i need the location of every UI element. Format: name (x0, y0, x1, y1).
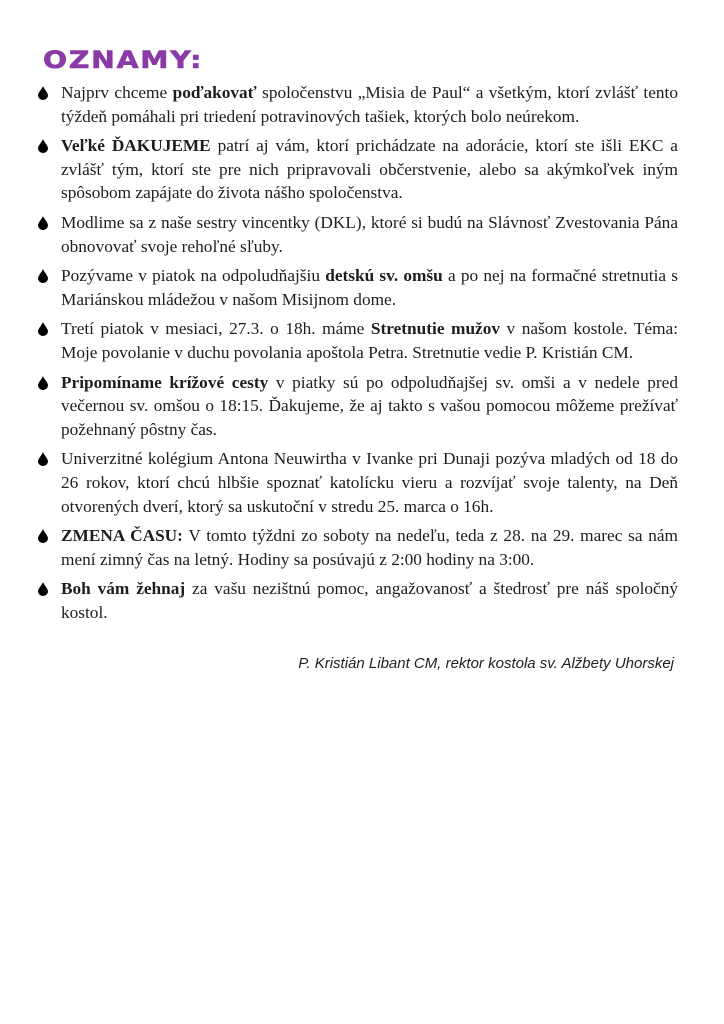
body-text: Univerzitné kolégium Antona Neuwirtha v Ivanke pri Dunaji pozýva mladých od 18 do 26 rokov, ktorí chcú hlbšie spoznať katolícku vieru a rozvíjať svoje talenty, na Deň otvorených dverí, ktorý sa uskutoční v stredu 25. marca o 16h. (61, 449, 678, 516)
body-text: za vašu nezištnú pomoc, angažovanosť a štedrosť pre náš spoločný kostol. (61, 579, 679, 622)
announcement-text (61, 211, 678, 258)
announcement-text (61, 81, 678, 128)
body-text: spoločenstvu „Misia de Paul“ a všetkým, ktorí zvlášť tento týždeň pomáhali pri triedení potravinových tašiek, ktorých bolo neúrekom. (61, 83, 678, 126)
drop-bullet-icon (38, 269, 48, 283)
drop-bullet-icon (38, 86, 48, 100)
body-text: v piatky sú po odpoludňajšej sv. omši a v nedele pred večernou sv. omšou o 18:15. Ďakujeme, že aj takto s vašou pomocou môžeme prežívať požehnaný pôstny čas. (61, 372, 678, 439)
announcement-text (61, 524, 678, 571)
emphasis-text: Stretnutie mužov (370, 319, 501, 339)
announcement-text (61, 317, 678, 364)
announcement-item (38, 447, 678, 518)
announcement-list (38, 81, 678, 630)
body-text: Tretí piatok v mesiaci, 27.3. o 18h. máme (61, 319, 371, 339)
announcement-text (61, 264, 678, 311)
signature: P. Kristián Libant CM, rektor kostola sv. Alžbety Uhorskej (298, 655, 674, 672)
announcement-text (61, 371, 678, 442)
body-text: V tomto týždni zo soboty na nedeľu, teda z 28. na 29. marec sa nám mení zimný čas na letný. Hodiny sa posúvajú z 2:00 hodiny na 3:00. (61, 526, 678, 569)
announcement-item (38, 317, 678, 364)
emphasis-text: Pripomíname krížové cesty (61, 372, 269, 392)
emphasis-text: ZMENA ČASU: (61, 526, 183, 546)
announcement-item (38, 134, 678, 205)
emphasis-text: poďakovať (172, 83, 257, 102)
drop-bullet-icon (38, 452, 48, 466)
drop-bullet-icon (38, 216, 48, 230)
drop-bullet-icon (38, 322, 48, 336)
announcement-item (38, 577, 678, 624)
body-text: patrí aj vám, ktorí prichádzate na adorácie, ktorí ste išli EKC a zvlášť tým, ktorí ste pre nich pripravovali občerstvenie, alebo sa akýmkoľvek iným spôsobom zapájate do života nášho spoločenstva. (61, 136, 678, 203)
drop-bullet-icon (38, 376, 48, 390)
drop-bullet-icon (38, 529, 48, 543)
emphasis-text: Boh vám žehnaj (61, 579, 186, 599)
page-title: OZNAMY: (43, 46, 204, 74)
announcement-item (38, 524, 678, 571)
emphasis-text: Veľké ĎAKUJEME (61, 136, 211, 156)
body-text: a po nej na formačné stretnutia s Mariánskou mládežou v našom Misijnom dome. (61, 266, 678, 309)
announcement-item (38, 211, 678, 258)
body-text: Najprv chceme (61, 83, 173, 102)
announcement-item (38, 264, 678, 311)
emphasis-text: detskú sv. omšu (325, 266, 443, 286)
drop-bullet-icon (38, 582, 48, 596)
body-text: Pozývame v piatok na odpoludňajšiu (61, 266, 326, 286)
announcement-item (38, 371, 678, 442)
announcement-text (61, 447, 678, 518)
drop-bullet-icon (38, 139, 48, 153)
body-text: Modlime sa z naše sestry vincentky (DKL), ktoré si budú na Slávnosť Zvestovania Pána obnovovať svoje rehoľné sľuby. (61, 212, 678, 256)
announcement-text (61, 577, 678, 624)
body-text: v našom kostole. Téma: Moje povolanie v duchu povolania apoštola Petra. Stretnutie vedie P. Kristián CM. (61, 319, 678, 362)
announcement-item (38, 81, 678, 128)
announcement-text (61, 134, 678, 205)
